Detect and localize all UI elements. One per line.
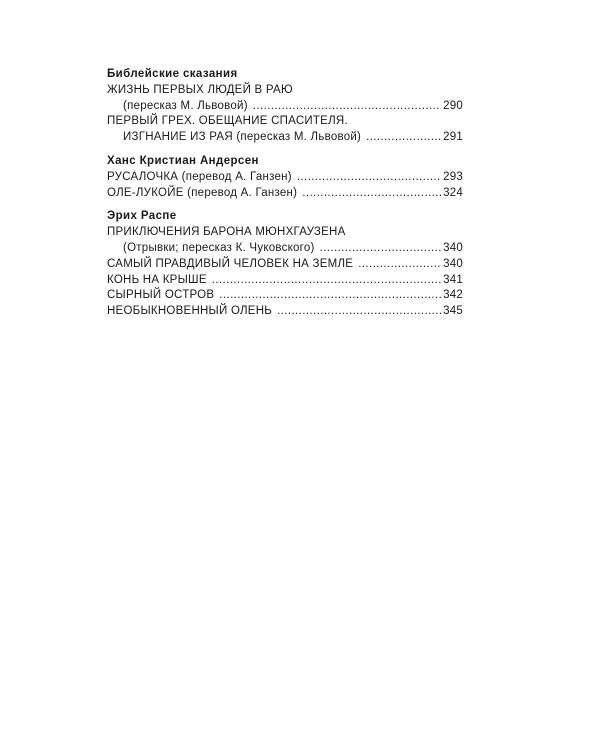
dot-leader [277, 304, 441, 320]
entry-title: (Отрывки; пересказ К. Чуковского) [123, 241, 315, 254]
toc-entry [107, 257, 463, 273]
dot-leader [358, 257, 441, 273]
toc-section-bible-tales [107, 67, 463, 146]
toc-entry [107, 304, 463, 320]
toc-entry [107, 130, 463, 146]
dot-leader [302, 186, 441, 202]
entry-title: (пересказ М. Львовой) [123, 99, 248, 112]
dot-leader [366, 130, 441, 146]
toc-entry [107, 225, 463, 241]
entry-title: ОЛЕ-ЛУКОЙЕ (перевод А. Ганзен) [107, 186, 298, 199]
toc-entry [107, 186, 463, 202]
entry-title: ЖИЗНЬ ПЕРВЫХ ЛЮДЕЙ В РАЮ [107, 83, 293, 96]
entry-page-number: 290 [443, 99, 463, 112]
entry-title: ПРИКЛЮЧЕНИЯ БАРОНА МЮНХГАУЗЕНА [107, 226, 346, 239]
entry-page-number: 324 [443, 186, 463, 199]
dot-leader [320, 241, 441, 257]
entry-title: НЕОБЫКНОВЕННЫЙ ОЛЕНЬ [107, 305, 273, 318]
toc-entry [107, 114, 463, 130]
entry-page-number: 293 [443, 170, 463, 183]
entry-title: КОНЬ НА КРЫШЕ [107, 273, 207, 286]
table-of-contents [107, 67, 463, 328]
toc-entry [107, 99, 463, 115]
entry-title: СЫРНЫЙ ОСТРОВ [107, 289, 215, 302]
toc-entry [107, 170, 463, 186]
entry-page-number: 291 [443, 131, 463, 144]
entry-page-number: 340 [443, 241, 463, 254]
entry-title: САМЫЙ ПРАВДИВЫЙ ЧЕЛОВЕК НА ЗЕМЛЕ [107, 257, 354, 270]
toc-entry [107, 288, 463, 304]
entry-page-number: 341 [443, 273, 463, 286]
section-author: Эрих Распе [107, 210, 177, 223]
section-author: Библейские сказания [107, 68, 238, 80]
entry-page-number: 340 [443, 257, 463, 270]
toc-section-andersen [107, 154, 463, 201]
dot-leader [219, 288, 441, 304]
toc-entry [107, 273, 463, 289]
dot-leader [297, 170, 441, 186]
toc-section-raspe [107, 209, 463, 320]
entry-title: ИЗГНАНИЕ ИЗ РАЯ (пересказ М. Львовой) [123, 131, 362, 144]
dot-leader [253, 99, 441, 115]
entry-page-number: 345 [443, 305, 463, 318]
entry-title: ПЕРВЫЙ ГРЕХ. ОБЕЩАНИЕ СПАСИТЕЛЯ. [107, 115, 348, 128]
toc-entry [107, 241, 463, 257]
section-author: Ханс Кристиан Андерсен [107, 154, 259, 167]
dot-leader [212, 273, 441, 289]
toc-entry [107, 83, 463, 99]
entry-page-number: 342 [443, 289, 463, 302]
entry-title: РУСАЛОЧКА (перевод А. Ганзен) [107, 170, 292, 183]
